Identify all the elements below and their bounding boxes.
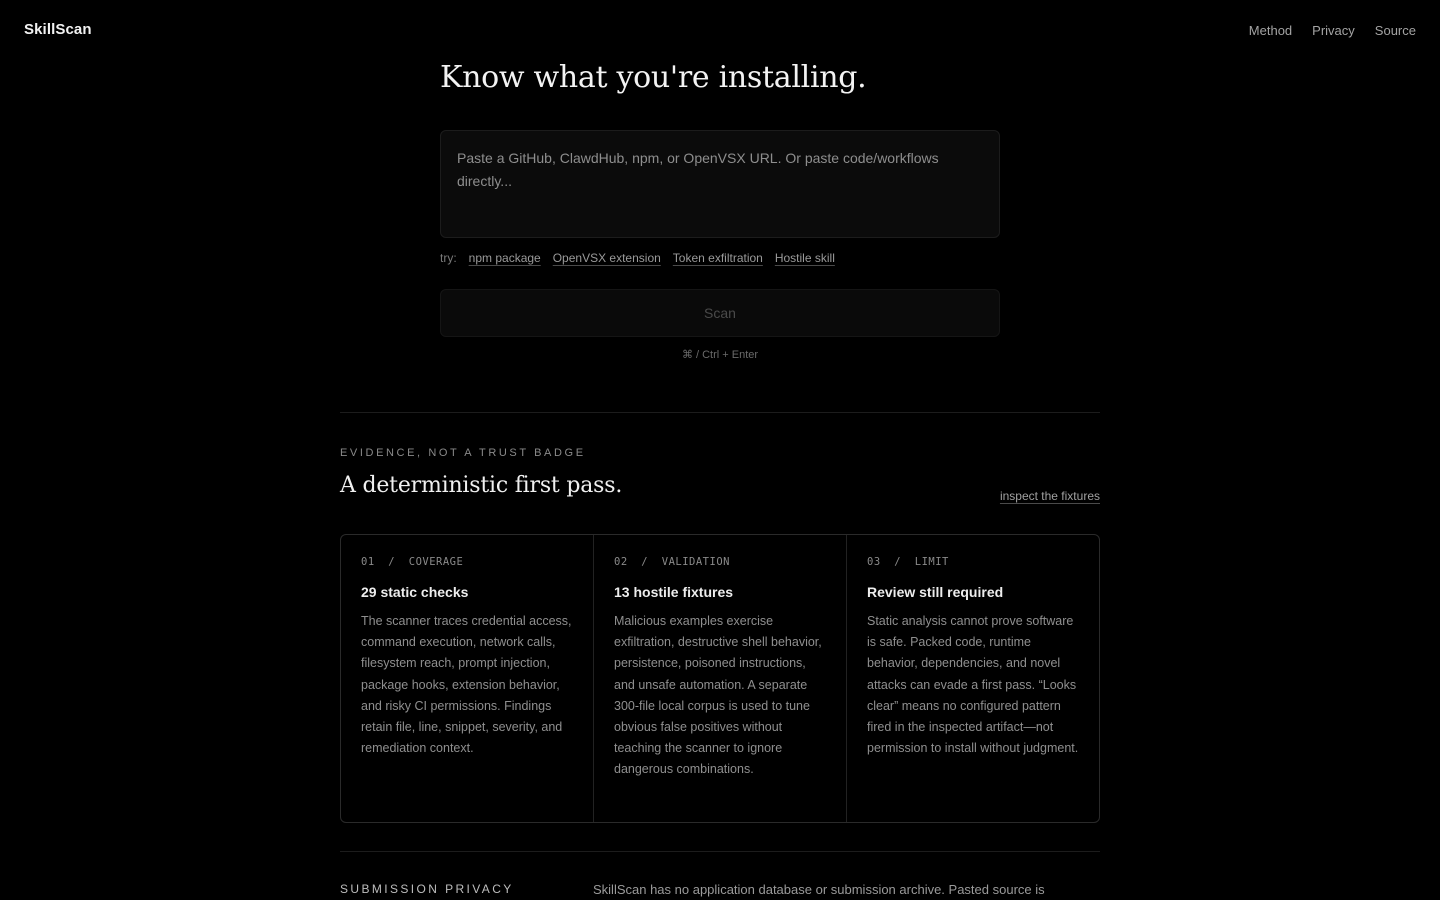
hero-title: Know what you're installing. xyxy=(440,60,867,95)
example-openvsx-extension[interactable]: OpenVSX extension xyxy=(552,251,661,265)
privacy-text: SkillScan has no application database or submission archive. Pasted source is xyxy=(593,882,1045,897)
card-kicker: 03 / LIMIT xyxy=(867,556,949,568)
example-hostile-skill[interactable]: Hostile skill xyxy=(774,251,835,265)
nav-link-privacy[interactable]: Privacy xyxy=(1312,23,1355,38)
source-input[interactable] xyxy=(441,131,999,237)
inspect-fixtures-link[interactable]: inspect the fixtures xyxy=(999,489,1100,503)
card-title: 13 hostile fixtures xyxy=(614,584,734,600)
try-label: try: xyxy=(440,251,457,265)
nav-link-method[interactable]: Method xyxy=(1248,23,1293,38)
source-input-container xyxy=(440,130,1000,238)
card-limit xyxy=(847,535,1099,822)
example-token-exfiltration[interactable]: Token exfiltration xyxy=(672,251,763,265)
example-npm-package[interactable]: npm package xyxy=(468,251,541,265)
card-validation xyxy=(594,535,847,822)
nav-link-source[interactable]: Source xyxy=(1374,23,1416,38)
evidence-eyebrow: EVIDENCE, NOT A TRUST BADGE xyxy=(340,447,586,459)
card-body: Static analysis cannot prove software is safe. Packed code, runtime behavior, dependencies, and novel attacks can evade a first pass. “Looks clear” means no configured pattern fired in the inspected artifact—not permission to install without judgment. xyxy=(867,614,1079,756)
card-body: The scanner traces credential access, command execution, network calls, filesystem reach, prompt injection, package hooks, extension behavior, and risky CI permissions. Findings retain file, line, snippet, severity, and remediation context. xyxy=(361,614,572,756)
scan-button[interactable]: Scan xyxy=(440,289,1000,337)
evidence-title: A deterministic first pass. xyxy=(340,473,623,498)
evidence-cards xyxy=(340,534,1100,823)
brand-logo[interactable]: SkillScan xyxy=(24,21,92,38)
section-divider xyxy=(340,851,1100,852)
card-kicker: 02 / VALIDATION xyxy=(614,556,730,568)
privacy-eyebrow: SUBMISSION PRIVACY xyxy=(340,882,514,896)
keyboard-shortcut-hint: ⌘ / Ctrl + Enter xyxy=(681,349,759,361)
section-divider xyxy=(340,412,1100,413)
card-title: Review still required xyxy=(867,584,1004,600)
card-coverage xyxy=(341,535,594,822)
card-title: 29 static checks xyxy=(361,584,469,600)
example-links xyxy=(440,251,835,265)
top-nav xyxy=(1249,23,1416,38)
card-body: Malicious examples exercise exfiltration, destructive shell behavior, persistence, poisoned instructions, and unsafe automation. A separate 300-file local corpus is used to tune obvious false positives without teaching the scanner to ignore dangerous combinations. xyxy=(614,614,822,777)
top-bar xyxy=(0,0,1440,62)
card-kicker: 01 / COVERAGE xyxy=(361,556,464,568)
